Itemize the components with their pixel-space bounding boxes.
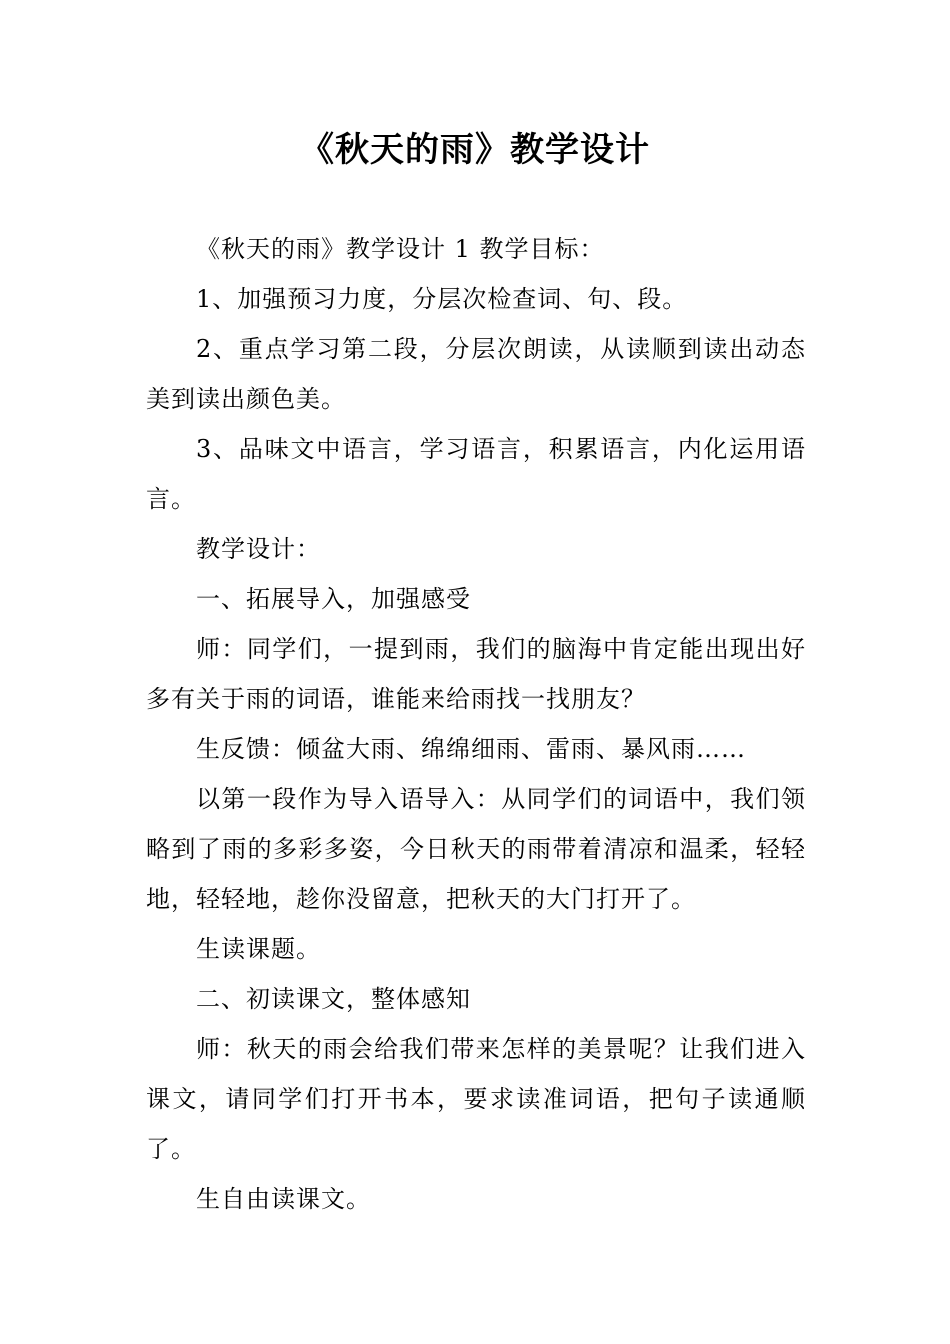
paragraph-goal-3: 3、品味文中语言，学习语言，积累语言，内化运用语言。 <box>146 435 806 513</box>
document-body <box>146 224 806 1224</box>
paragraph-intro: 以第一段作为导入语导入：从同学们的词语中，我们领略到了雨的多彩多姿，今日秋天的雨带着清凉和温柔，轻轻地，轻轻地，趁你没留意，把秋天的大门打开了。 <box>146 785 806 913</box>
paragraph-design-heading: 教学设计： <box>196 535 321 563</box>
document-title: 《秋天的雨》教学设计 <box>300 130 650 170</box>
paragraph-goals-heading: 《秋天的雨》教学设计 1 教学目标： <box>196 235 605 263</box>
paragraph-goal-2: 2、重点学习第二段，分层次朗读，从读顺到读出动态美到读出颜色美。 <box>146 335 806 413</box>
section-heading-2: 二、初读课文，整体感知 <box>196 985 471 1013</box>
paragraph-goal-1: 1、加强预习力度，分层次检查词、句、段。 <box>196 285 688 313</box>
paragraph-student-feedback: 生反馈：倾盆大雨、绵绵细雨、雷雨、暴风雨…… <box>196 735 746 763</box>
section-heading-1: 一、拓展导入，加强感受 <box>196 585 471 613</box>
paragraph-teacher-2: 师：秋天的雨会给我们带来怎样的美景呢？让我们进入课文，请同学们打开书本，要求读准词语，把句子读通顺了。 <box>146 1035 806 1163</box>
paragraph-teacher-1: 师：同学们，一提到雨，我们的脑海中肯定能出现出好多有关于雨的词语，谁能来给雨找一找朋友？ <box>146 635 806 713</box>
paragraph-free-reading: 生自由读课文。 <box>196 1185 371 1213</box>
paragraph-read-title: 生读课题。 <box>196 935 321 963</box>
